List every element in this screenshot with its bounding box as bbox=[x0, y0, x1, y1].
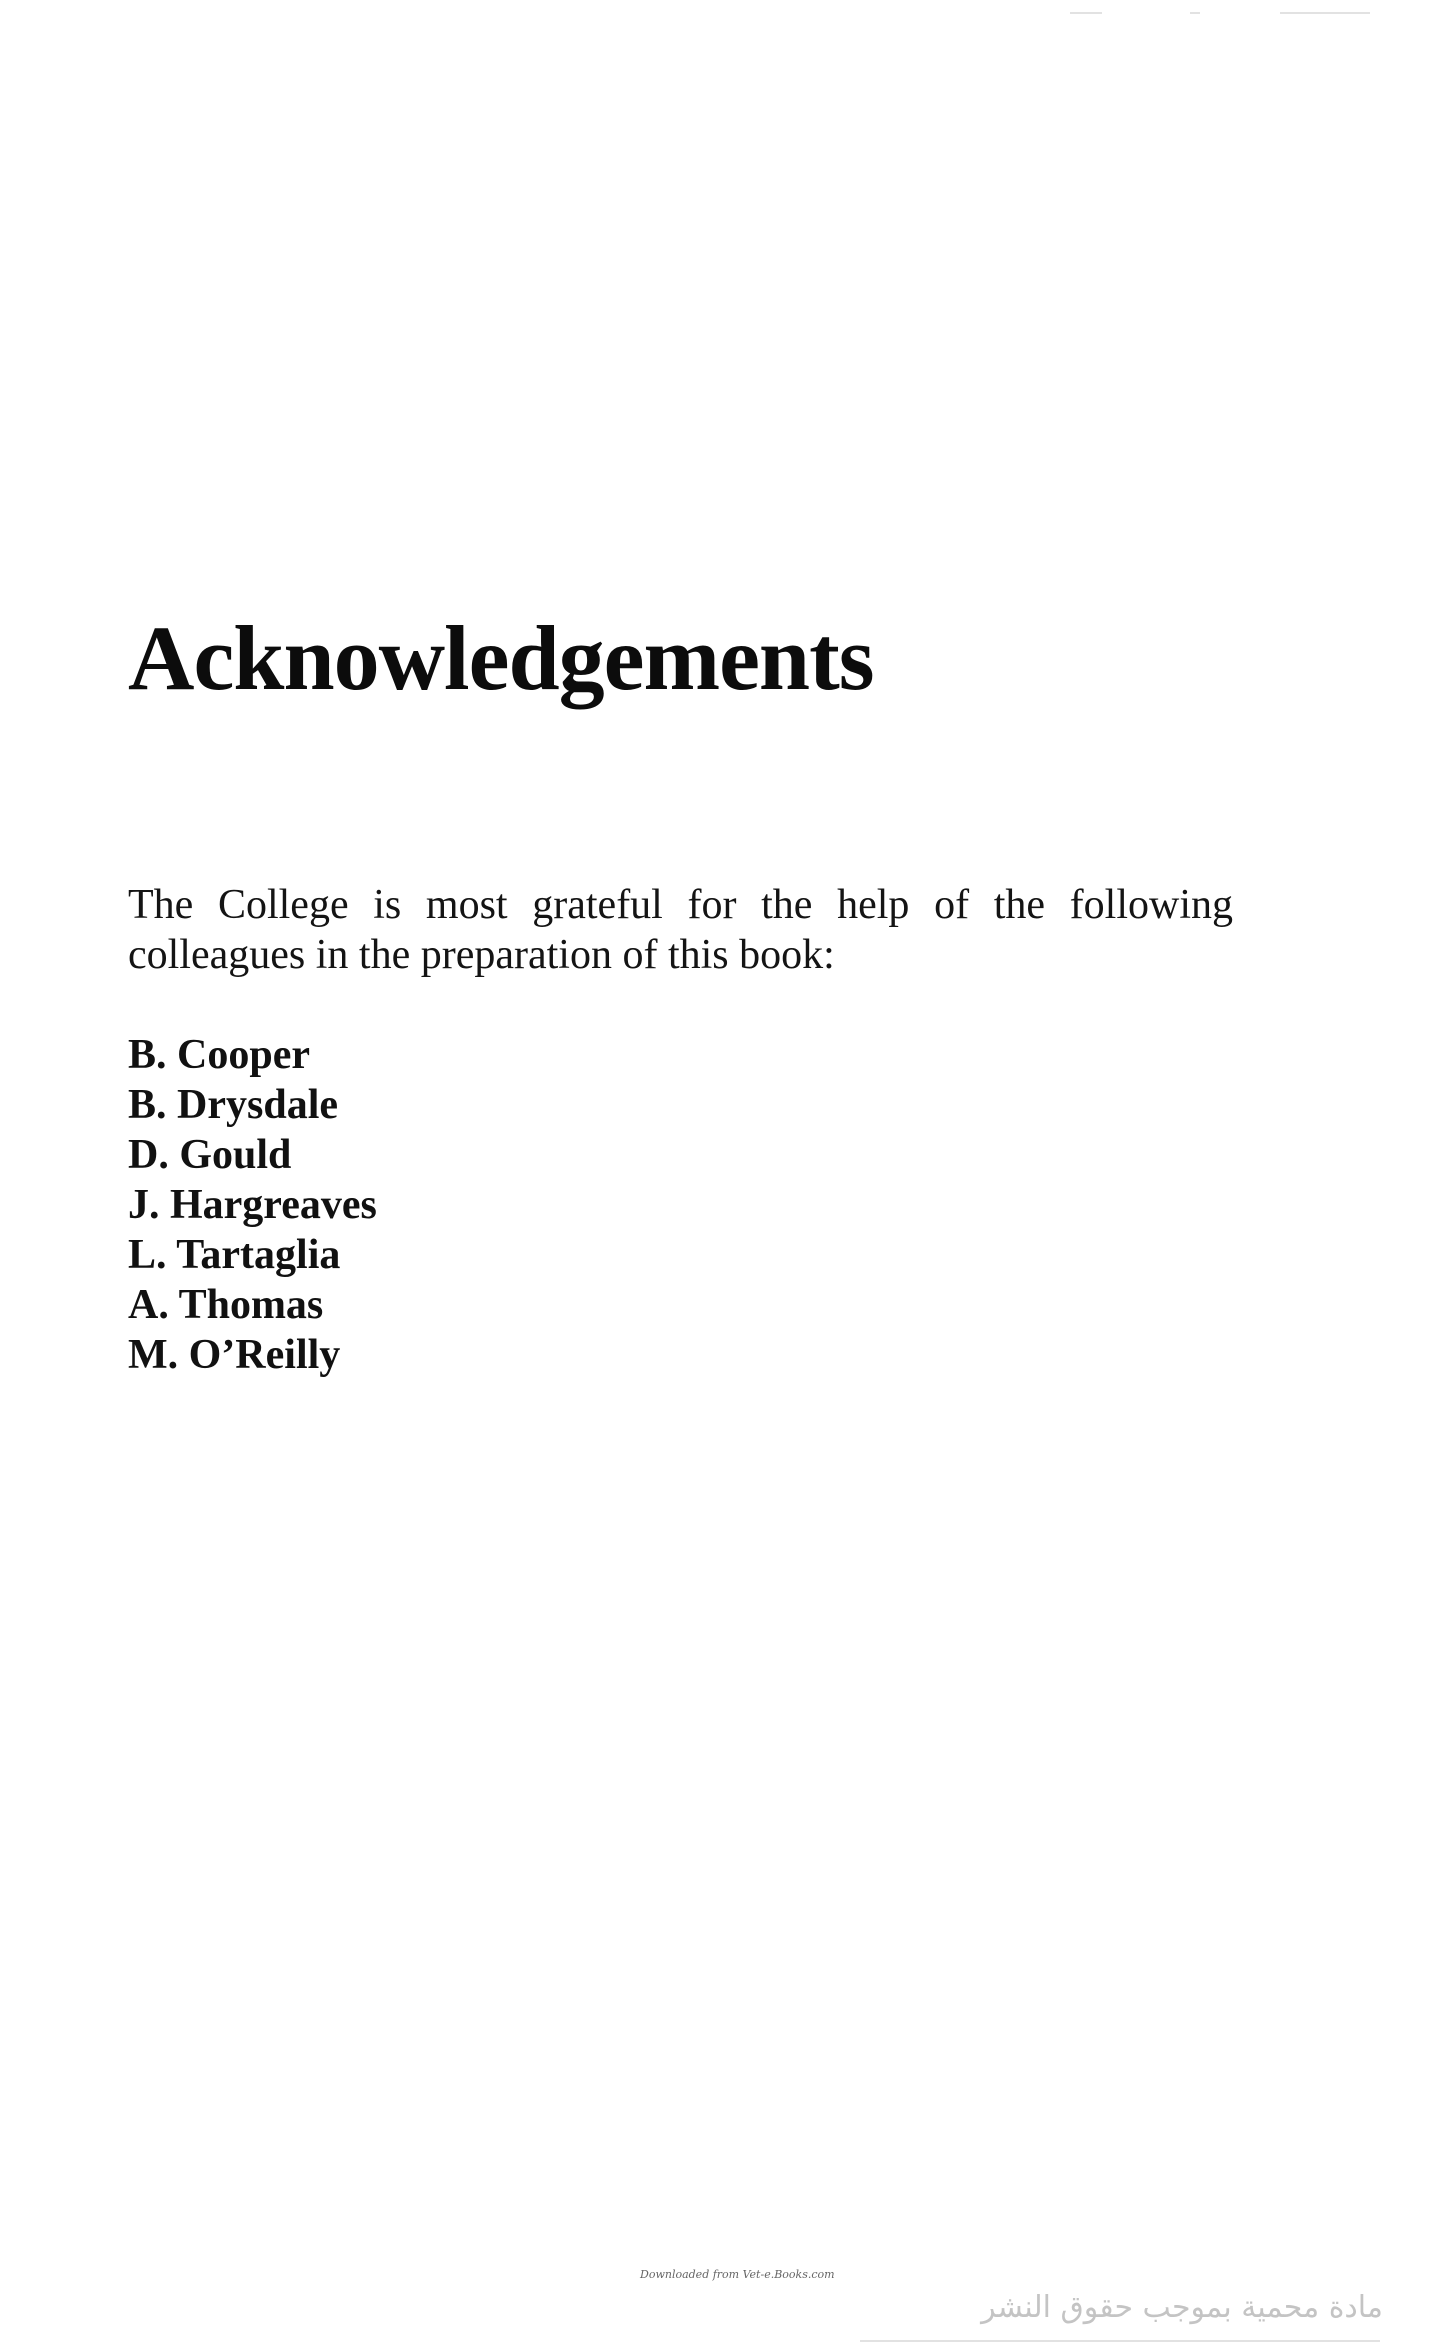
scan-mark bbox=[860, 2340, 1380, 2342]
intro-line: colleagues in the preparation of this book: bbox=[128, 932, 835, 978]
colleague-name: B. Cooper bbox=[128, 1032, 310, 1078]
colleague-name: B. Drysdale bbox=[128, 1082, 338, 1128]
copyright-watermark: مادة محمية بموجب حقوق النشر bbox=[981, 2290, 1383, 2325]
scan-mark bbox=[1280, 12, 1370, 14]
scan-mark bbox=[1070, 12, 1102, 14]
intro-paragraph bbox=[128, 880, 1233, 980]
intro-line: The College is most grateful for the help of the following bbox=[128, 882, 1233, 928]
colleague-name: M. O’Reilly bbox=[128, 1332, 341, 1378]
colleague-name: J. Hargreaves bbox=[128, 1182, 377, 1228]
download-credit: Downloaded from Vet-e.Books.com bbox=[640, 2268, 835, 2281]
colleague-name: D. Gould bbox=[128, 1132, 292, 1178]
page-title: Acknowledgements bbox=[128, 607, 874, 709]
colleague-name: A. Thomas bbox=[128, 1282, 324, 1328]
colleague-list bbox=[128, 1030, 377, 1380]
scan-mark bbox=[1190, 12, 1200, 14]
colleague-name: L. Tartaglia bbox=[128, 1232, 341, 1278]
